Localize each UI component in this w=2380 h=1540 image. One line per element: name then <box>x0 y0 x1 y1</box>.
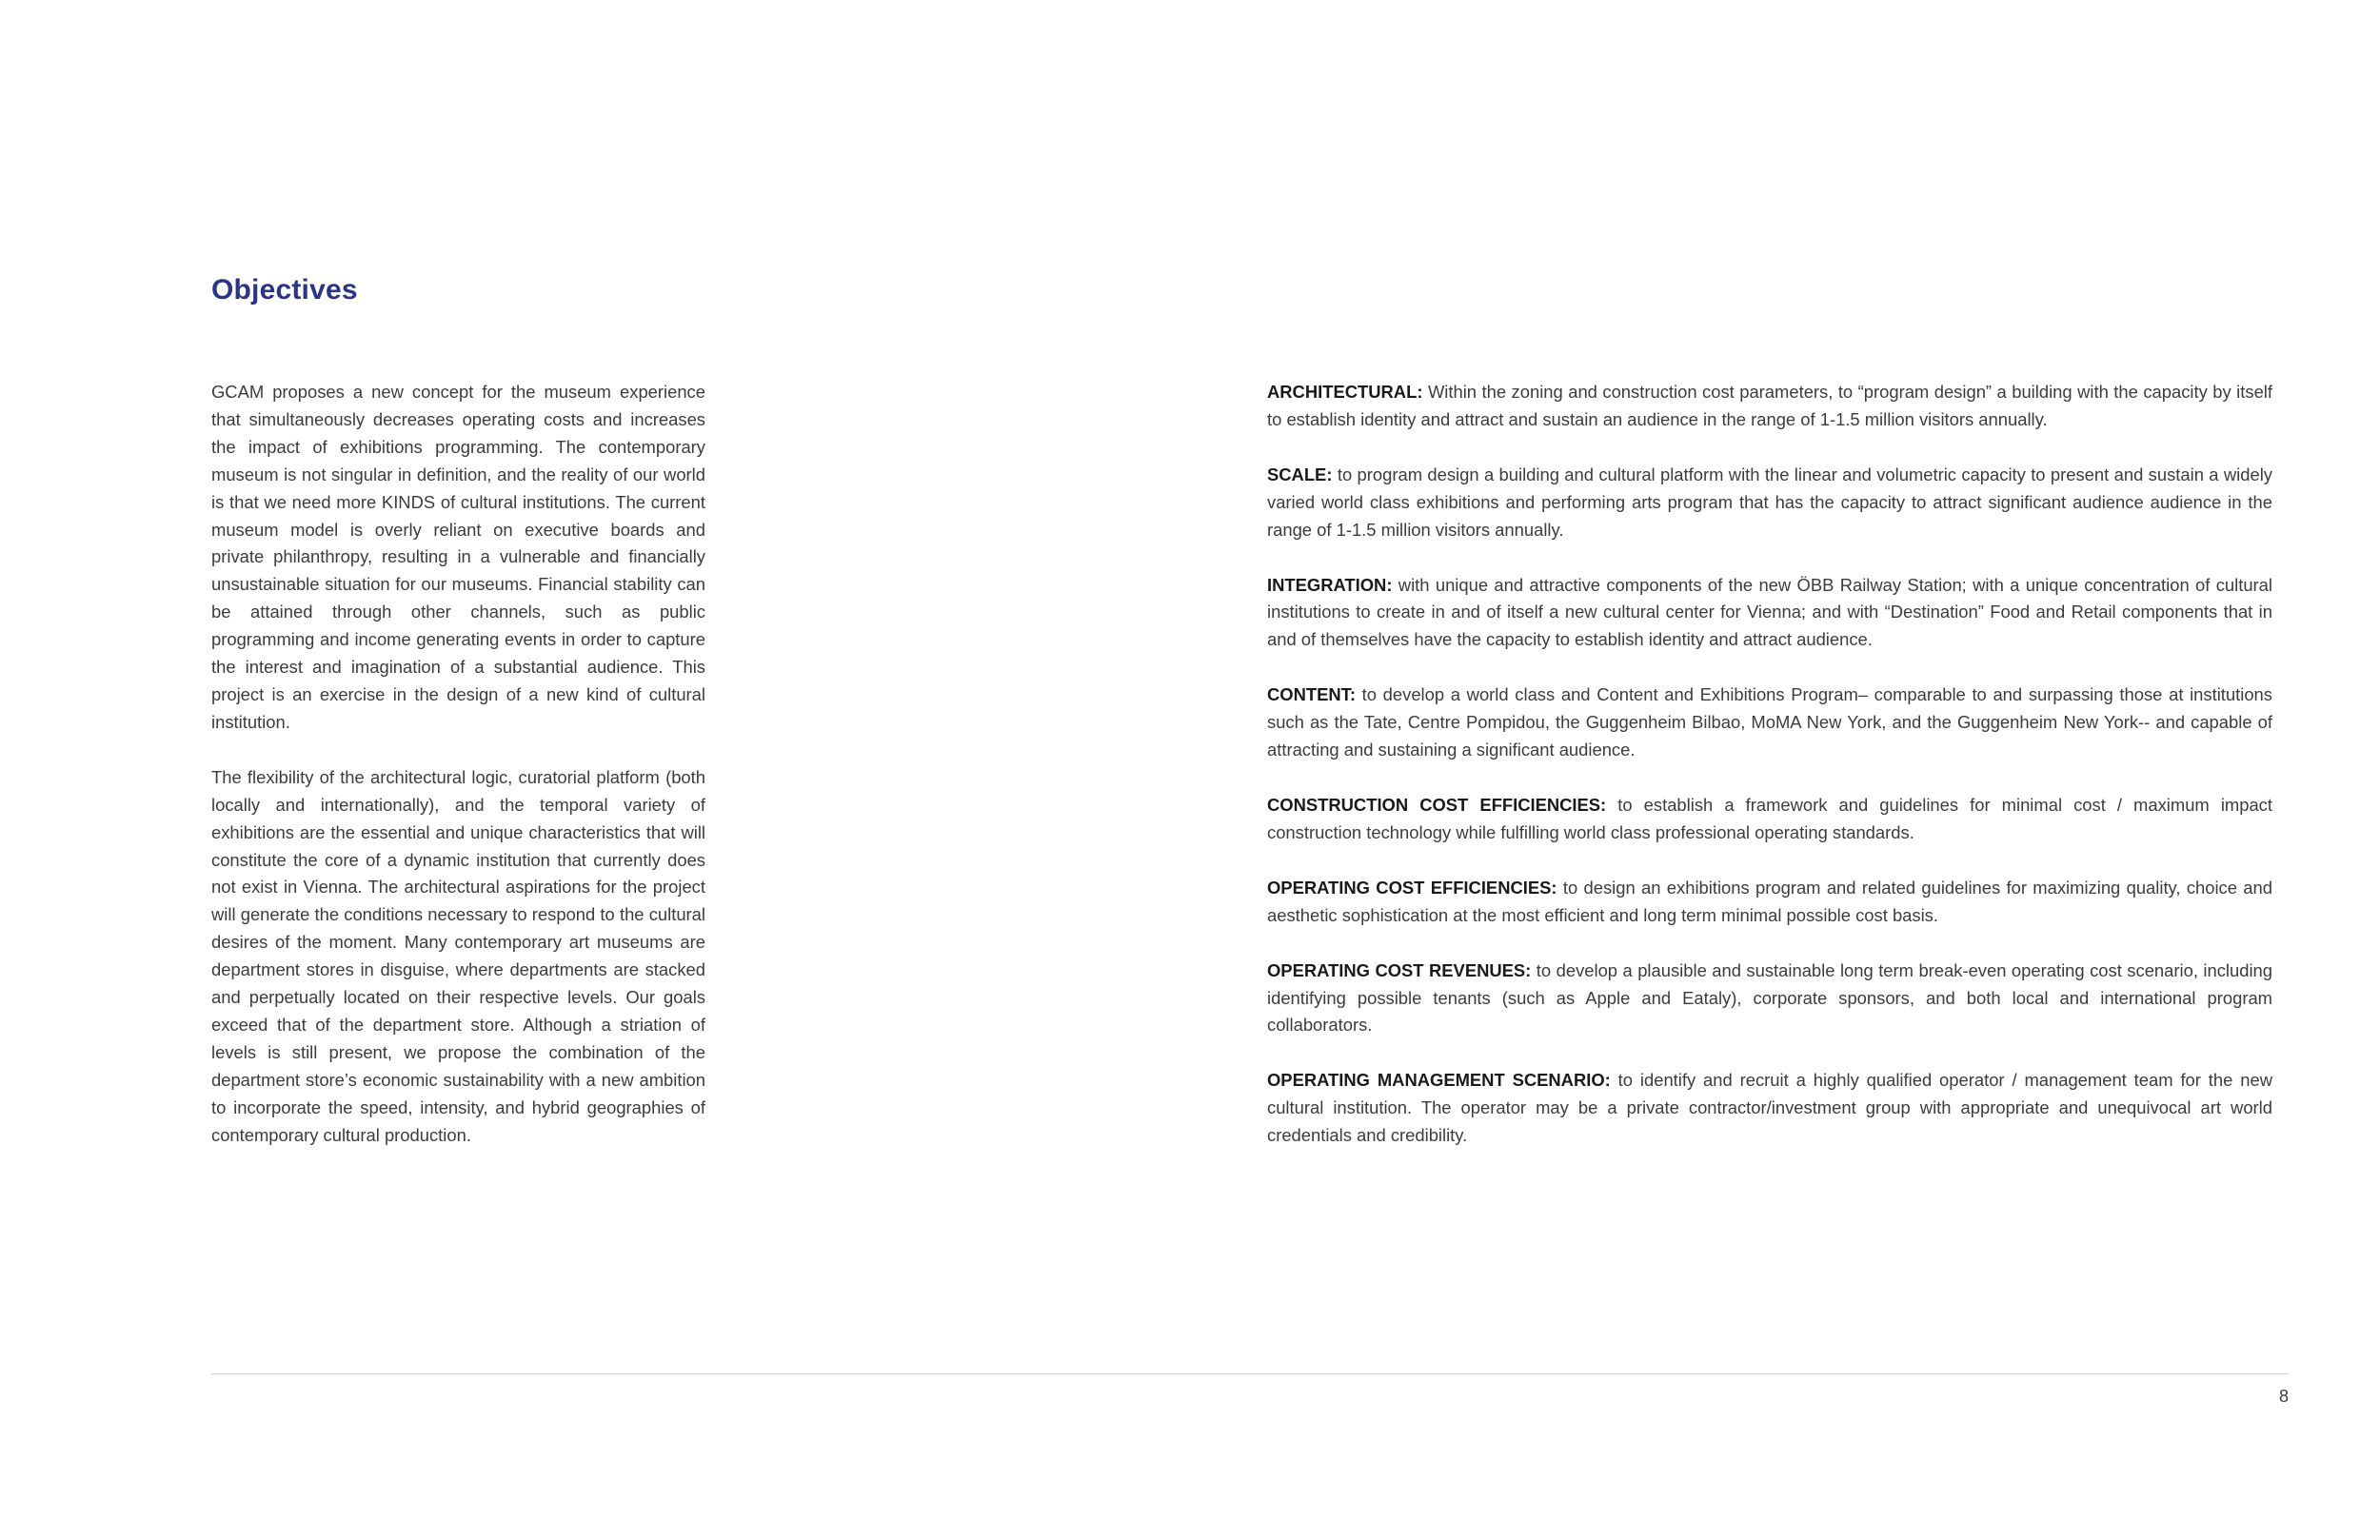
objective-text: Within the zoning and construction cost parameters, to “program design” a building with the capacity by itself to establish identity and attract and sustain an audience in the range of 1-1.5 million visitors annually. <box>1267 382 2272 429</box>
objective-label: OPERATING COST REVENUES: <box>1267 959 1532 980</box>
objective-label: ARCHITECTURAL: <box>1267 382 1423 402</box>
page-title: Objectives <box>211 274 358 306</box>
objective-label: OPERATING MANAGEMENT SCENARIO: <box>1267 1070 1611 1091</box>
objective-scale <box>1267 462 2272 544</box>
objectives-column <box>1267 379 2272 1177</box>
objective-text: to develop a plausible and sustainable long term break-even operating cost scenario, including identifying possible tenants (such as Apple and Eataly), corporate sponsors, and both local and international program collaborators. <box>1267 959 2272 1036</box>
objective-text: to program design a building and cultural platform with the linear and volumetric capacity to present and sustain a widely varied world class exhibitions and performing arts program that has the capacity to attract significant audience audience in the range of 1-1.5 million visitors annually. <box>1267 464 2272 540</box>
objective-text: to develop a world class and Content and Exhibitions Program– comparable to and surpassing those at institutions such as the Tate, Centre Pompidou, the Guggenheim Bilbao, MoMA New York, and the Guggenheim New York-- and capable of attracting and sustaining a significant audience. <box>1267 684 2272 760</box>
intro-paragraph: GCAM proposes a new concept for the museum experience that simultaneously decreases operating costs and increases the impact of exhibitions programming. The contemporary museum is not singular in definition, and the reality of our world is that we need more KINDS of cultural institutions. The current museum model is overly reliant on executive boards and private philanthropy, resulting in a vulnerable and financially unsustainable situation for our museums. Financial stability can be attained through other channels, such as public programming and income generating events in order to capture the interest and imagination of a substantial audience. This project is an exercise in the design of a new kind of cultural institution. <box>211 382 705 732</box>
page-number: 8 <box>2278 1387 2289 1406</box>
intro-column <box>211 379 705 1176</box>
intro-paragraph: The flexibility of the architectural logic, curatorial platform (both locally and internationally), and the temporal variety of exhibitions are the essential and unique characteristics that will constitute the core of a dynamic institution that currently does not exist in Vienna. The architectural aspirations for the project will generate the conditions necessary to respond to the cultural desires of the moment. Many contemporary art museums are department stores in disguise, where departments are stacked and perpetually located on their respective levels. Our goals exceed that of the department store. Although a striation of levels is still present, we propose the combination of the department store’s economic sustainability with a new ambition to incorporate the speed, intensity, and hybrid geographies of contemporary cultural production. <box>211 766 705 1145</box>
objective-architectural <box>1267 379 2272 434</box>
objective-text: to identify and recruit a highly qualified operator / management team for the new cultural institution. The operator may be a private contractor/investment group with appropriate and unequivocal art world credentials and credibility. <box>1267 1070 2272 1146</box>
objective-integration <box>1267 572 2272 655</box>
objective-text: with unique and attractive components of the new ÖBB Railway Station; with a unique concentration of cultural institutions to create in and of itself a new cultural center for Vienna; and with “Destination” Food and Retail components that in and of themselves have the capacity to establish identity and attract audience. <box>1267 574 2272 650</box>
objective-label: CONSTRUCTION COST EFFICIENCIES: <box>1267 794 1607 815</box>
objective-label: SCALE: <box>1267 464 1333 484</box>
objective-label: CONTENT: <box>1267 684 1356 705</box>
objective-operating-cost-revenues <box>1267 958 2272 1040</box>
objective-operating-management-scenario <box>1267 1067 2272 1150</box>
objective-text: to establish a framework and guidelines for minimal cost / maximum impact construction technology while fulfilling world class professional operating standards. <box>1267 794 2272 842</box>
objective-content <box>1267 681 2272 764</box>
objective-construction-cost-efficiencies <box>1267 792 2272 847</box>
objective-label: OPERATING COST EFFICIENCIES: <box>1267 877 1557 898</box>
objective-text: to design an exhibitions program and related guidelines for maximizing quality, choice and aesthetic sophistication at the most efficient and long term minimal possible cost basis. <box>1267 877 2272 925</box>
footer-divider <box>211 1373 2289 1374</box>
objective-operating-cost-efficiencies <box>1267 875 2272 930</box>
objective-label: INTEGRATION: <box>1267 574 1393 595</box>
